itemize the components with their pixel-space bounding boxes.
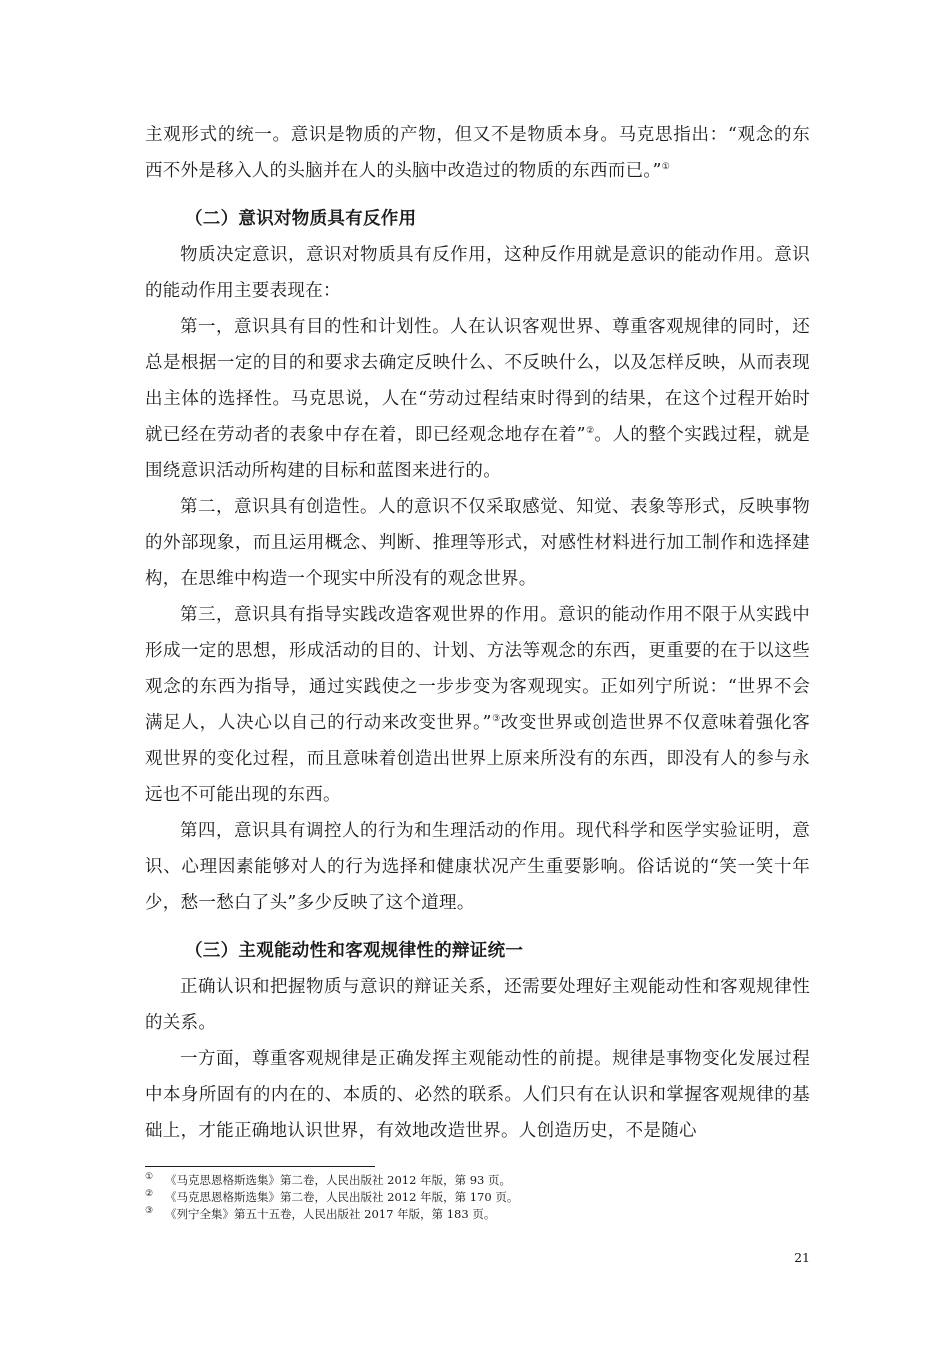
page-body xyxy=(145,117,810,1149)
paragraph-third-point xyxy=(145,597,810,813)
paragraph-text: 第三，意识具有指导实践改造客观世界的作用。意识的能动作用不限于从实践中形成一定的思想，形成活动的目的、计划、方法等观念的东西，更重要的在于以这些观念的东西为指导，通过实践使之一步步变为客观现实。正如列宁所说：“世界不会满足人，人决心以自己的行动来改变世界。” xyxy=(145,605,810,733)
paragraph-continuation xyxy=(145,117,810,189)
footnotes xyxy=(145,1172,810,1223)
paragraph-text: 第一，意识具有目的性和计划性。人在认识客观世界、尊重客观规律的同时，还总是根据一定的目的和要求去确定反映什么、不反映什么，以及怎样反映，从而表现出主体的选择性。马克思说，人在“劳动过程结束时得到的结果，在这个过程开始时就已经在劳动者的表象中存在着，即已经观念地存在着” xyxy=(145,317,810,445)
paragraph-text-after: 改变世界或创造世界不仅意味着强化客观世界的变化过程，而且意味着创造出世界上原来所没有的东西，即没有人的参与永远也不可能出现的东西。 xyxy=(145,713,810,805)
page-number: 21 xyxy=(794,1250,810,1265)
paragraph-first-point xyxy=(145,309,810,489)
footnote-text: 《列宁全集》第五十五卷，人民出版社 2017 年版，第 183 页。 xyxy=(165,1207,496,1221)
footnote-ref-2[interactable]: ② xyxy=(585,426,595,437)
footnote-2: ② 《马克思恩格斯选集》第二卷，人民出版社 2012 年版，第 170 页。 xyxy=(145,1189,519,1204)
paragraph-intro: 物质决定意识，意识对物质具有反作用，这种反作用就是意识的能动作用。意识的能动作用主要表现在： xyxy=(145,245,810,301)
paragraph-second-point: 第二，意识具有创造性。人的意识不仅采取感觉、知觉、表象等形式，反映事物的外部现象，而且运用概念、判断、推理等形式，对感性材料进行加工制作和选择建构，在思维中构造一个现实中所没有的观念世界。 xyxy=(145,497,810,589)
paragraph-fourth-point: 第四，意识具有调控人的行为和生理活动的作用。现代科学和医学实验证明，意识、心理因素能够对人的行为选择和健康状况产生重要影响。俗话说的“笑一笑十年少，愁一愁白了头”多少反映了这个道理。 xyxy=(145,821,810,913)
paragraph-text-after: 。人的整个实践过程，就是围绕意识活动所构建的目标和蓝图来进行的。 xyxy=(145,425,810,481)
paragraph-dialectic-intro: 正确认识和把握物质与意识的辩证关系，还需要处理好主观能动性和客观规律性的关系。 xyxy=(145,977,810,1033)
footnote-1: ① 《马克思恩格斯选集》第二卷，人民出版社 2012 年版，第 93 页。 xyxy=(145,1172,512,1187)
footnote-ref-3[interactable]: ③ xyxy=(491,714,501,725)
paragraph-on-one-hand: 一方面，尊重客观规律是正确发挥主观能动性的前提。规律是事物变化发展过程中本身所固有的内在的、本质的、必然的联系。人们只有在认识和掌握客观规律的基础上，才能正确地认识世界，有效地改造世界。人创造历史，不是随心 xyxy=(145,1049,810,1141)
footnote-divider xyxy=(145,1166,375,1167)
footnote-text: 《马克思恩格斯选集》第二卷，人民出版社 2012 年版，第 170 页。 xyxy=(165,1190,519,1204)
footnote-text: 《马克思恩格斯选集》第二卷，人民出版社 2012 年版，第 93 页。 xyxy=(165,1173,512,1187)
section-heading-3: （三）主观能动性和客观规律性的辩证统一 xyxy=(185,941,524,961)
paragraph-text: 主观形式的统一。意识是物质的产物，但又不是物质本身。马克思指出：“观念的东西不外是移入人的头脑并在人的头脑中改造过的物质的东西而已。” xyxy=(145,125,810,181)
footnote-3: ③ 《列宁全集》第五十五卷，人民出版社 2017 年版，第 183 页。 xyxy=(145,1206,496,1221)
footnote-ref-1[interactable]: ① xyxy=(661,162,670,173)
section-heading-2: （二）意识对物质具有反作用 xyxy=(185,209,417,229)
